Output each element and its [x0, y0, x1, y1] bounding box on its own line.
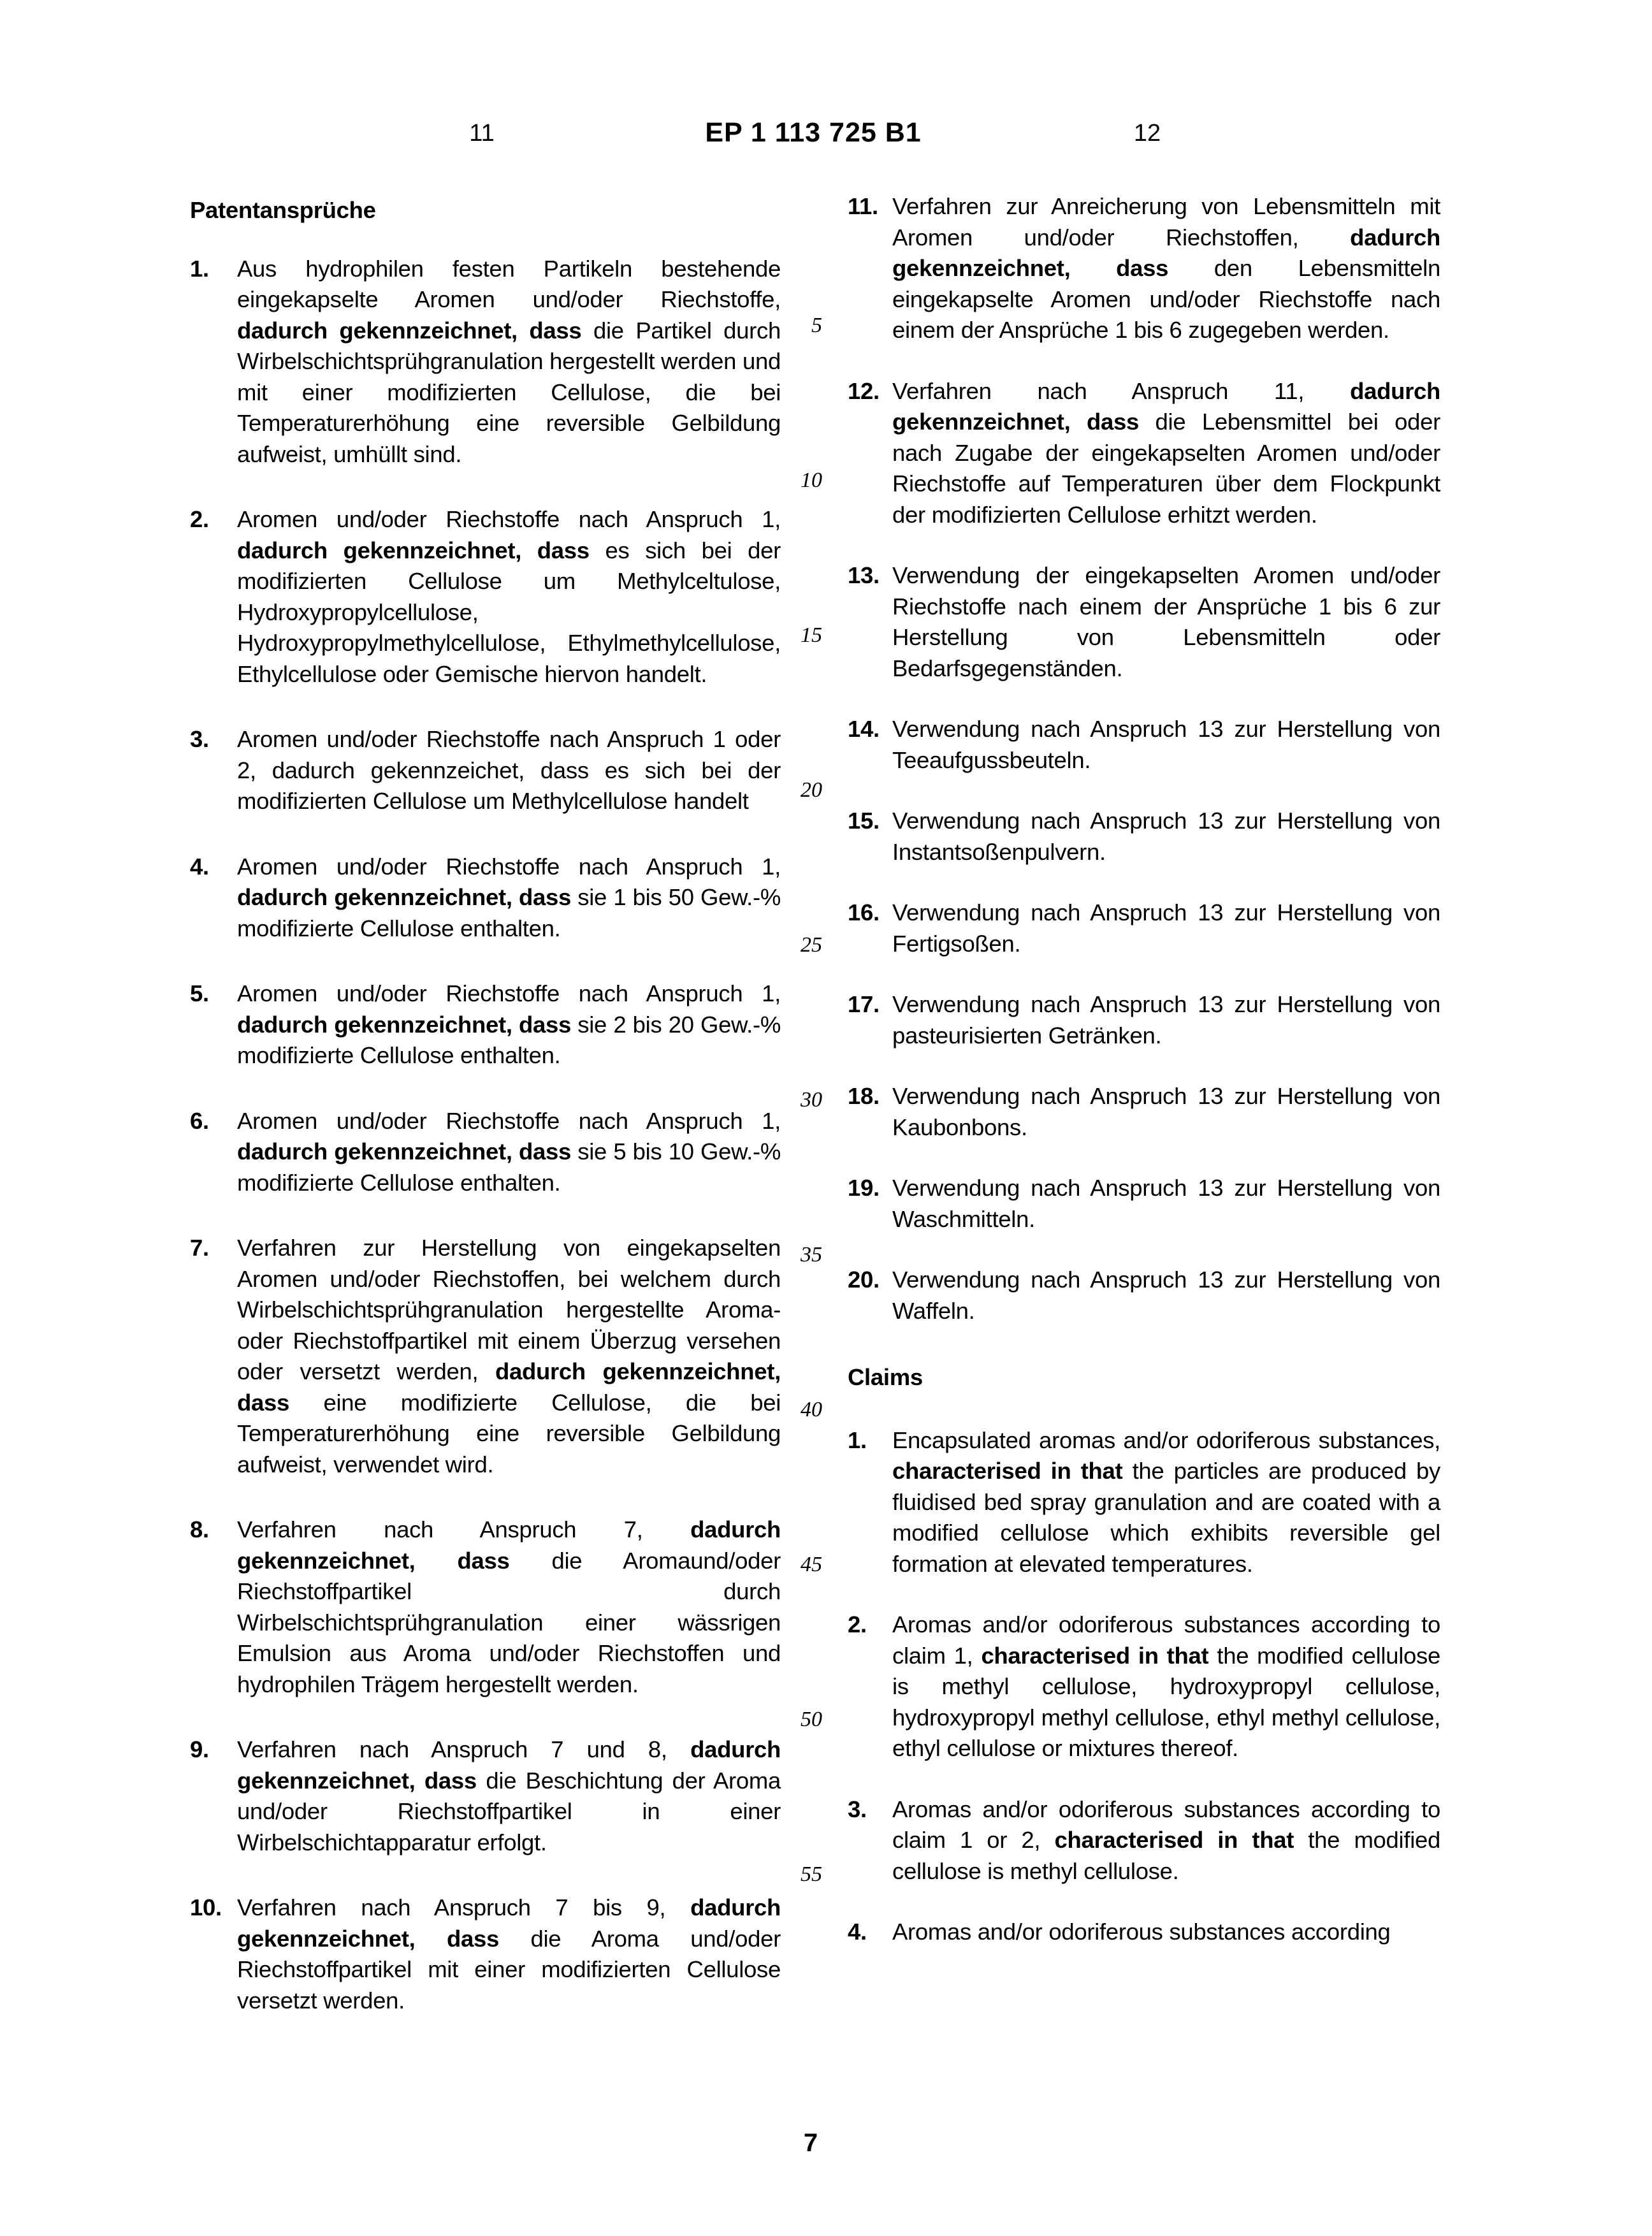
claim-number: 12. — [848, 377, 880, 404]
line-number-10: 10 — [801, 468, 822, 492]
claim-text: Verwendung nach Anspruch 13 zur Herstellung von Teeaufgussbeuteln. — [892, 716, 1440, 773]
claim-en-4 — [848, 1917, 1440, 1948]
claim-text: Encapsulated aromas and/or odoriferous substances, characterised in that the particles are produced by fluidised bed spray granulation and are coated with a modified cellulose which exhibits reversible gel formation at elevated temperatures. — [892, 1427, 1440, 1577]
claim-text: Verwendung nach Anspruch 13 zur Herstellung von Instantsoßenpulvern. — [892, 808, 1440, 865]
claim-de-2 — [190, 504, 781, 690]
footer-page-number: 7 — [803, 2129, 818, 2157]
claim-text: Aromas and/or odoriferous substances according to claim 1, characterised in that the modified cellulose is methyl cellulose, hydroxypropyl cellulose, hydroxypropyl methyl cellulose, ethyl methyl cellulose, ethyl cellulose or mixtures thereof. — [892, 1611, 1440, 1761]
claim-text: Verwendung nach Anspruch 13 zur Herstellung von Fertigsoßen. — [892, 899, 1440, 957]
line-number-55: 55 — [801, 1862, 822, 1886]
claim-number: 3. — [848, 1796, 867, 1822]
claim-number: 1. — [190, 255, 209, 282]
claim-text: Aromas and/or odoriferous substances according to claim 1 or 2, characterised in that the modified cellulose is methyl cellulose. — [892, 1796, 1441, 1884]
claim-number: 17. — [848, 991, 880, 1017]
claim-number: 18. — [848, 1083, 880, 1109]
claim-text: Verfahren zur Anreicherung von Lebensmitteln mit Aromen und/oder Riechstoffen, dadurch gekennzeichnet, dass den Lebensmitteln eingekapselte Aromen und/oder Riechstoffe nach einem der Ansprüche 1 bis 6 zugegeben werden. — [892, 193, 1440, 343]
line-number-20: 20 — [801, 778, 822, 802]
claim-text: Verwendung der eingekapselten Aromen und/oder Riechstoffe nach einem der Ansprüche 1 bis 6 zur Herstellung von Lebensmitteln oder Bedarfsgegenständen. — [892, 562, 1440, 681]
line-number-45: 45 — [801, 1553, 822, 1576]
claim-number: 3. — [190, 726, 209, 752]
claim-de-16 — [848, 897, 1440, 959]
claim-text: Verwendung nach Anspruch 13 zur Herstellung von Waffeln. — [892, 1267, 1440, 1324]
claim-de-17 — [848, 989, 1440, 1051]
claim-number: 20. — [848, 1267, 880, 1293]
claim-de-19 — [848, 1173, 1440, 1235]
claim-de-7 — [190, 1233, 781, 1480]
claim-de-8 — [190, 1514, 781, 1700]
claim-de-14 — [848, 714, 1440, 776]
claim-de-1 — [190, 254, 781, 470]
claim-number: 15. — [848, 808, 880, 834]
claim-de-12 — [848, 376, 1440, 531]
claim-number: 10. — [190, 1894, 222, 1920]
claim-en-1 — [848, 1425, 1440, 1580]
claim-number: 2. — [848, 1611, 867, 1637]
claim-en-2 — [848, 1609, 1440, 1764]
header-document-number: EP 1 113 725 B1 — [705, 117, 922, 148]
claim-text: Aromen und/oder Riechstoffe nach Anspruch 1, dadurch gekennzeichnet, dass es sich bei der modifizierten Cellulose um Methylceltulose, Hydroxypropylcellulose, Hydroxypropylmethylcellulose, Ethylmethylcellulose, Ethylcellulose oder Gemische hiervon handelt. — [237, 506, 781, 687]
claim-text: Aromen und/oder Riechstoffe nach Anspruch 1, dadurch gekennzeichnet, dass sie 5 bis 10 Gew.-% modifizierte Cellulose enthalten. — [237, 1107, 781, 1196]
claim-text: Aromen und/oder Riechstoffe nach Anspruch 1, dadurch gekennzeichnet, dass sie 2 bis 20 Gew.-% modifizierte Cellulose enthalten. — [237, 980, 781, 1068]
claim-number: 19. — [848, 1175, 880, 1201]
claim-number: 9. — [190, 1736, 209, 1762]
claim-number: 5. — [190, 980, 209, 1006]
claim-de-9 — [190, 1734, 781, 1858]
claim-text: Verwendung nach Anspruch 13 zur Herstellung von pasteurisierten Getränken. — [892, 991, 1440, 1049]
claim-text: Verwendung nach Anspruch 13 zur Herstellung von Kaubonbons. — [892, 1083, 1440, 1140]
claim-number: 4. — [190, 853, 209, 880]
line-number-40: 40 — [801, 1398, 822, 1421]
claim-number: 11. — [848, 193, 878, 219]
header-right-column-page-number: 12 — [1133, 120, 1161, 147]
line-number-15: 15 — [801, 623, 822, 647]
claim-number: 7. — [190, 1235, 209, 1261]
claim-number: 14. — [848, 716, 880, 742]
line-number-25: 25 — [801, 933, 822, 957]
claim-text: Aromas and/or odoriferous substances according — [892, 1919, 1391, 1945]
claim-de-18 — [848, 1081, 1440, 1143]
line-number-5: 5 — [811, 314, 822, 337]
header-left-column-page-number: 11 — [469, 120, 495, 147]
claim-number: 16. — [848, 899, 880, 926]
claim-text: Verwendung nach Anspruch 13 zur Herstellung von Waschmitteln. — [892, 1175, 1440, 1232]
claim-number: 8. — [190, 1516, 209, 1543]
claim-text: Verfahren zur Herstellung von eingekapselten Aromen und/oder Riechstoffen, bei welchem durch Wirbelschichtsprühgranulation hergestellte Aroma- oder Riechstoffpartikel mit einem Überzug versehen oder versetzt werden, dadurch gekennzeichnet, dass eine modifizierte Cellulose, die bei Temperaturerhöhung eine reversible Gelbildung aufweist, verwendet wird. — [237, 1235, 781, 1477]
line-number-30: 30 — [801, 1088, 822, 1112]
claim-de-15 — [848, 806, 1440, 868]
claim-de-11 — [848, 191, 1440, 346]
claim-en-3 — [848, 1794, 1440, 1887]
line-number-35: 35 — [801, 1243, 822, 1267]
claim-number: 6. — [190, 1107, 209, 1134]
claim-text: Aus hydrophilen festen Partikeln bestehende eingekapselte Aromen und/oder Riechstoffe, dadurch gekennzeichnet, dass die Partikel durch Wirbelschichtsprühgranulation hergestellt werden und mit einer modifizierten Cellulose, die bei Temperaturerhöhung eine reversible Gelbildung aufweist, umhüllt sind. — [237, 255, 781, 467]
claim-de-6 — [190, 1106, 781, 1199]
claim-de-4 — [190, 852, 781, 945]
claim-text: Aromen und/oder Riechstoffe nach Anspruch 1 oder 2, dadurch gekennzeichet, dass es sich bei der modifizierten Cellulose um Methylcellulose handelt — [237, 726, 781, 814]
claim-number: 13. — [848, 562, 880, 588]
claims-german-continued — [848, 191, 1440, 1326]
left-column — [190, 195, 781, 2051]
claims-english — [848, 1425, 1440, 1948]
claim-de-10 — [190, 1892, 781, 2016]
claim-text: Aromen und/oder Riechstoffe nach Anspruch 1, dadurch gekennzeichnet, dass sie 1 bis 50 Gew.-% modifizierte Cellulose enthalten. — [237, 853, 781, 941]
claim-text: Verfahren nach Anspruch 11, dadurch gekennzeichnet, dass die Lebensmittel bei oder nach Zugabe der eingekapselten Aromen und/oder Riechstoffe auf Temperaturen über dem Flockpunkt der modifizierten Cellulose erhitzt werden. — [892, 377, 1440, 528]
claim-number: 2. — [190, 506, 209, 532]
claim-de-20 — [848, 1265, 1440, 1326]
claim-de-13 — [848, 560, 1440, 684]
claim-number: 4. — [848, 1919, 867, 1945]
line-number-50: 50 — [801, 1708, 822, 1731]
right-column — [848, 191, 1440, 1978]
claims-heading-english: Claims — [848, 1364, 923, 1390]
claim-text: Verfahren nach Anspruch 7 bis 9, dadurch gekennzeichnet, dass die Aroma und/oder Riechstoffpartikel mit einer modifizierten Cellulose versetzt werden. — [237, 1894, 781, 2014]
claim-number: 1. — [848, 1427, 867, 1453]
claim-text: Verfahren nach Anspruch 7, dadurch gekennzeichnet, dass die Aromaund/oder Riechstoffpartikel durch Wirbelschichtsprühgranulation einer wässrigen Emulsion aus Aroma und/oder Riechstoffen und hydrophilen Trägem hergestellt werden. — [237, 1516, 781, 1697]
claim-de-5 — [190, 978, 781, 1071]
claim-text: Verfahren nach Anspruch 7 und 8, dadurch gekennzeichnet, dass die Beschichtung der Aroma und/oder Riechstoffpartikel in einer Wirbelschichtapparatur erfolgt. — [237, 1736, 781, 1855]
claims-heading-german: Patentansprüche — [190, 197, 376, 223]
claim-de-3 — [190, 724, 781, 817]
